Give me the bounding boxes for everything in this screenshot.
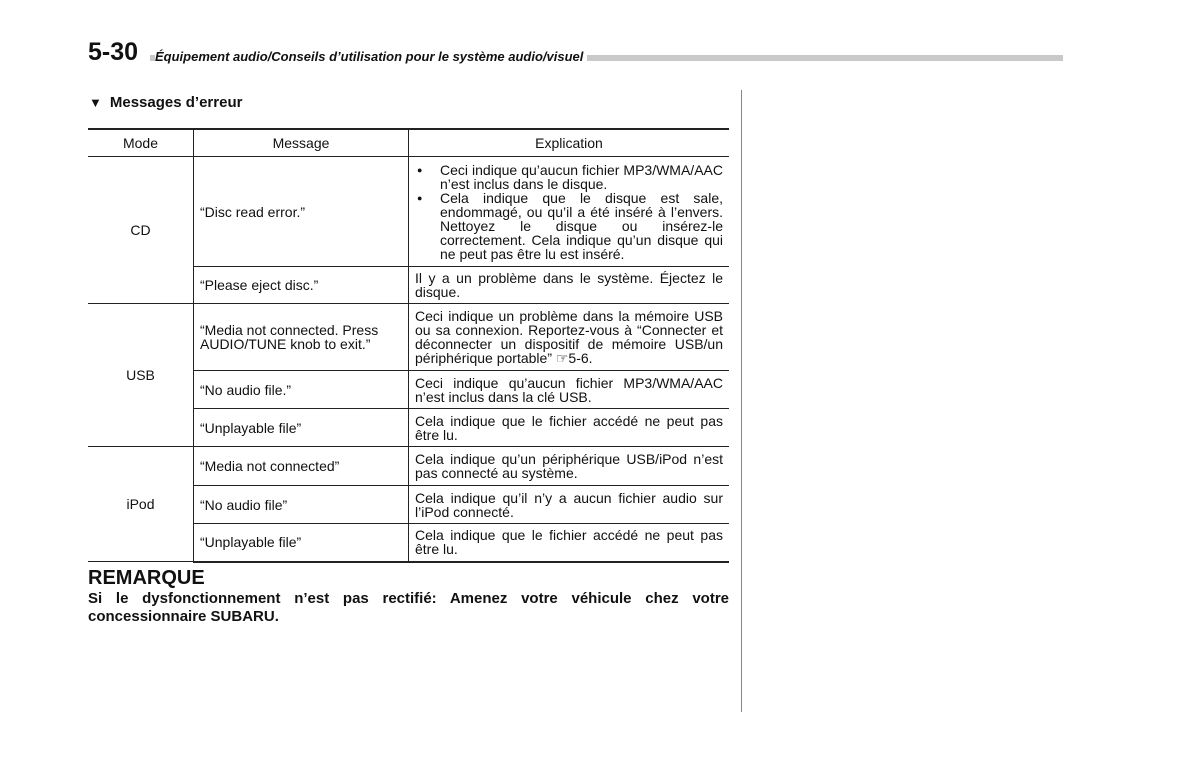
message-cell: “Disc read error.” <box>194 157 409 267</box>
remarque-body: Si le dysfonctionnement n’est pas rectifié: Amenez votre véhicule chez votre concessionnaire SUBARU. <box>88 590 729 625</box>
explanation-cell: Il y a un problème dans le système. Éjectez le disque. <box>409 267 730 304</box>
table-row <box>88 447 729 486</box>
mode-cell-cd: CD <box>88 157 194 304</box>
explanation-cell: Cela indique qu’un périphérique USB/iPod n’est pas connecté au système. <box>409 447 730 486</box>
message-cell: “No audio file” <box>194 486 409 524</box>
message-cell: “Unplayable file” <box>194 524 409 562</box>
message-cell: “Media not connected” <box>194 447 409 486</box>
explanation-cell: Cela indique que le fichier accédé ne peut pas être lu. <box>409 409 730 447</box>
message-cell: “Please eject disc.” <box>194 267 409 304</box>
message-cell: “Media not connected. Press AUDIO/TUNE knob to exit.” <box>194 304 409 371</box>
header-title-text: Équipement audio/Conseils d’utilisation pour le système audio/visuel <box>155 49 587 64</box>
explanation-cell <box>409 157 730 267</box>
explanation-cell: Cela indique que le fichier accédé ne peut pas être lu. <box>409 524 730 562</box>
remarque-title: REMARQUE <box>88 567 205 589</box>
list-item: ● Cela indique que le disque est sale, endommagé, ou qu’il a été inséré à l’envers. Nettoyez le disque ou insérez-le correctement. Cela indique qu’un disque qui ne peut pas être lu est inséré. <box>415 191 723 261</box>
explanation-cell: Ceci indique qu’aucun fichier MP3/WMA/AAC n’est inclus dans la clé USB. <box>409 371 730 409</box>
section-heading <box>89 94 242 111</box>
column-header-message: Message <box>194 129 409 157</box>
column-divider <box>741 90 742 712</box>
header-title <box>155 49 587 64</box>
explanation-bullets <box>415 163 723 261</box>
table-header-row <box>88 129 729 157</box>
message-cell: “Unplayable file” <box>194 409 409 447</box>
table-row <box>88 157 729 267</box>
mode-cell-usb: USB <box>88 304 194 447</box>
column-header-explanation: Explication <box>409 129 730 157</box>
explanation-cell: Ceci indique un problème dans la mémoire USB ou sa connexion. Reportez-vous à “Connecter et déconnecter un dispositif de mémoire USB/un périphérique portable” ☞5-6. <box>409 304 730 371</box>
section-heading-text: Messages d’erreur <box>109 94 243 111</box>
triangle-down-icon: ▼ <box>89 95 102 110</box>
page-number: 5-30 <box>88 38 139 66</box>
list-item: ● Ceci indique qu’aucun fichier MP3/WMA/AAC n’est inclus dans le disque. <box>415 163 723 191</box>
column-header-mode: Mode <box>88 129 194 157</box>
explanation-cell: Cela indique qu’il n’y a aucun fichier audio sur l’iPod connecté. <box>409 486 730 524</box>
message-cell: “No audio file.” <box>194 371 409 409</box>
table-row <box>88 304 729 371</box>
mode-cell-ipod: iPod <box>88 447 194 562</box>
error-messages-table <box>88 128 729 563</box>
